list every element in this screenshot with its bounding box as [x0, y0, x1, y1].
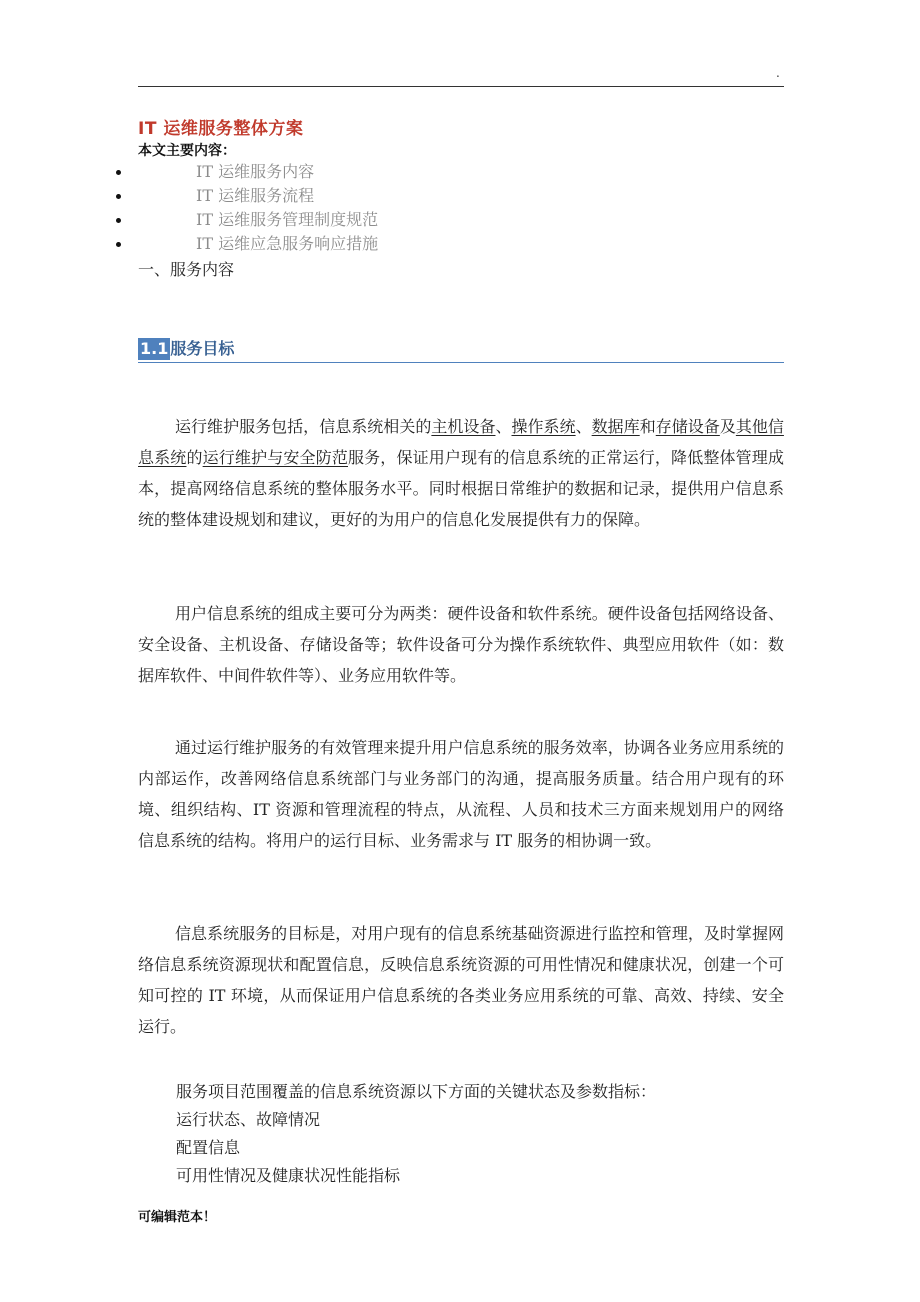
subsection-heading	[138, 338, 784, 363]
indicator-item: 可用性情况及健康状况性能指标	[176, 1166, 401, 1185]
toc-item[interactable]	[0, 184, 920, 208]
toc-item[interactable]	[0, 232, 920, 256]
toc-item-label[interactable]: IT 运维应急服务响应措施	[196, 234, 379, 253]
link-other-systems[interactable]: 其他信息系统	[138, 417, 784, 467]
paragraph-text: 、	[495, 417, 512, 436]
paragraph-text: 服务，保证用户现有的信息系统的正常运行，降低整体管理成本，提高网络信息系统的整体服务水平。同时根据日常维护的数据和记录，提供用户信息系统的整体建设规划和建议，更好的为用户的信息化发展提供有力的保障。	[138, 448, 784, 529]
link-operating-system[interactable]: 操作系统	[511, 417, 576, 436]
header-dot: .	[776, 66, 780, 80]
paragraph-management: 通过运行维护服务的有效管理来提升用户信息系统的服务效率，协调各业务应用系统的内部运作，改善网络信息系统部门与业务部门的沟通，提高服务质量。结合用户现有的环境、组织结构、IT 资源和管理流程的特点，从流程、人员和技术三方面来规划用户的网络信息系统的结构。将用户的运行目标、业务需求与 IT 服务的相协调一致。	[138, 738, 784, 850]
toc-item[interactable]	[0, 160, 920, 184]
bullet-icon	[116, 194, 121, 199]
section-heading: 一、服务内容	[138, 260, 235, 279]
paragraph-text: 运行维护服务包括，信息系统相关的	[175, 417, 432, 436]
link-storage-devices[interactable]: 存储设备	[655, 417, 720, 436]
indicator-item: 运行状态、故障情况	[176, 1110, 321, 1129]
footer-note: 可编辑范本！	[138, 1210, 217, 1225]
bullet-icon	[116, 218, 121, 223]
paragraph-text: 及	[719, 417, 736, 436]
toc-heading: 本文主要内容：	[138, 143, 236, 159]
paragraph-service-goal: 信息系统服务的目标是，对用户现有的信息系统基础资源进行监控和管理，及时掌握网络信息系统资源现状和配置信息，反映信息系统资源的可用性情况和健康状况，创建一个可知可控的 IT 环境，从而保证用户信息系统的各类业务应用系统的可靠、高效、持续、安全运行。	[138, 924, 784, 1036]
indicator-item: 配置信息	[176, 1138, 241, 1157]
paragraph-system-composition: 用户信息系统的组成主要可分为两类：硬件设备和软件系统。硬件设备包括网络设备、安全设备、主机设备、存储设备等；软件设备可分为操作系统软件、典型应用软件（如：数据库软件、中间件软件等）、业务应用软件等。	[138, 604, 784, 685]
bullet-icon	[116, 170, 121, 175]
paragraph-text: 和	[639, 417, 656, 436]
toc-item-label[interactable]: IT 运维服务流程	[196, 186, 315, 205]
subsection-number: 1.1	[140, 339, 169, 358]
toc-item-label[interactable]: IT 运维服务管理制度规范	[196, 210, 379, 229]
document-title: IT 运维服务整体方案	[138, 119, 304, 139]
paragraph-text: 的	[186, 448, 203, 467]
bullet-icon	[116, 242, 121, 247]
toc-item[interactable]	[0, 208, 920, 232]
link-host-devices[interactable]: 主机设备	[431, 417, 496, 436]
toc-item-label[interactable]: IT 运维服务内容	[196, 162, 315, 181]
link-maintenance-security[interactable]: 运行维护与安全防范	[202, 448, 348, 467]
paragraph-service-scope	[138, 411, 784, 535]
subsection-title: 服务目标	[170, 339, 235, 358]
paragraph-text: 、	[575, 417, 592, 436]
header-rule	[138, 86, 784, 87]
link-database[interactable]: 数据库	[591, 417, 640, 436]
indicators-intro: 服务项目范围覆盖的信息系统资源以下方面的关键状态及参数指标：	[176, 1082, 657, 1101]
